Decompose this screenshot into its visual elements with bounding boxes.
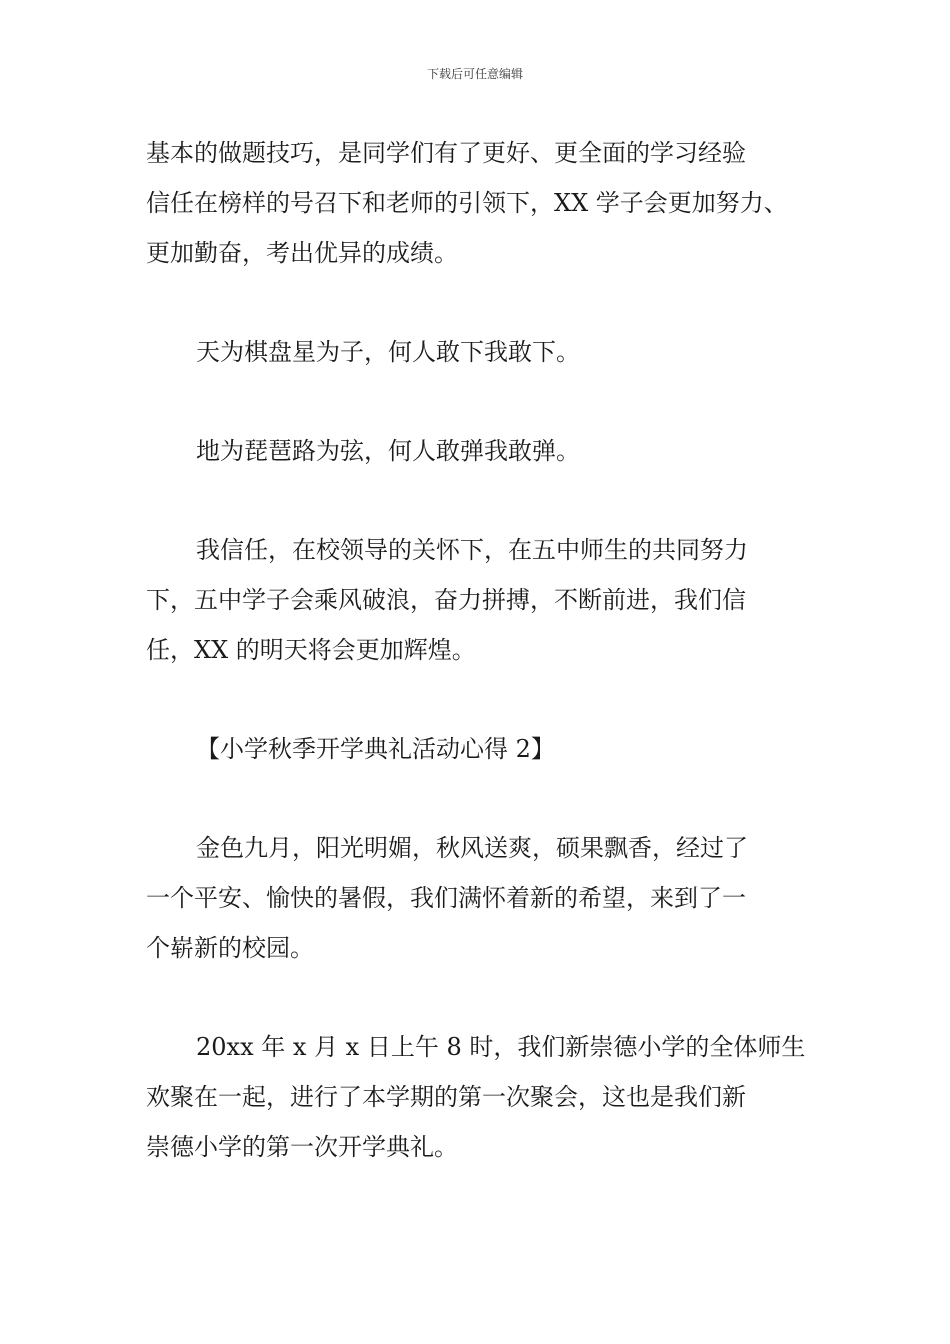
text-line: 信任在榜样的号召下和老师的引领下，XX 学子会更加努力、 [146, 189, 788, 217]
text-line: 基本的做题技巧，是同学们有了更好、更全面的学习经验 [146, 139, 746, 167]
document-body [146, 128, 816, 1172]
paragraph-3 [146, 426, 816, 476]
paragraph-4 [146, 525, 816, 675]
paragraph-1 [146, 128, 816, 278]
text-line: 20xx 年 x 月 x 日上午 8 时，我们新崇德小学的全体师生 [196, 1033, 806, 1061]
text-line: 崇德小学的第一次开学典礼。 [146, 1133, 458, 1161]
text-line: 天为棋盘星为子，何人敢下我敢下。 [196, 338, 580, 366]
text-line: 下，五中学子会乘风破浪，奋力拼搏，不断前进，我们信 [146, 586, 746, 614]
section-heading [146, 724, 816, 774]
text-line: 个崭新的校园。 [146, 934, 314, 962]
text-line: 任，XX 的明天将会更加辉煌。 [146, 636, 476, 664]
text-line: 【小学秋季开学典礼活动心得 2】 [196, 735, 555, 763]
header-text: 下载后可任意编辑 [426, 67, 523, 81]
paragraph-5 [146, 823, 816, 973]
text-line: 金色九月，阳光明媚，秋风送爽，硕果飘香，经过了 [196, 834, 748, 862]
text-line: 更加勤奋，考出优异的成绩。 [146, 239, 458, 267]
text-line: 欢聚在一起，进行了本学期的第一次聚会，这也是我们新 [146, 1083, 746, 1111]
page-header [0, 66, 950, 82]
text-line: 一个平安、愉快的暑假，我们满怀着新的希望，来到了一 [146, 884, 746, 912]
paragraph-2 [146, 327, 816, 377]
text-line: 我信任，在校领导的关怀下，在五中师生的共同努力 [196, 536, 748, 564]
paragraph-6 [146, 1022, 816, 1172]
text-line: 地为琵琶路为弦，何人敢弹我敢弹。 [196, 437, 580, 465]
